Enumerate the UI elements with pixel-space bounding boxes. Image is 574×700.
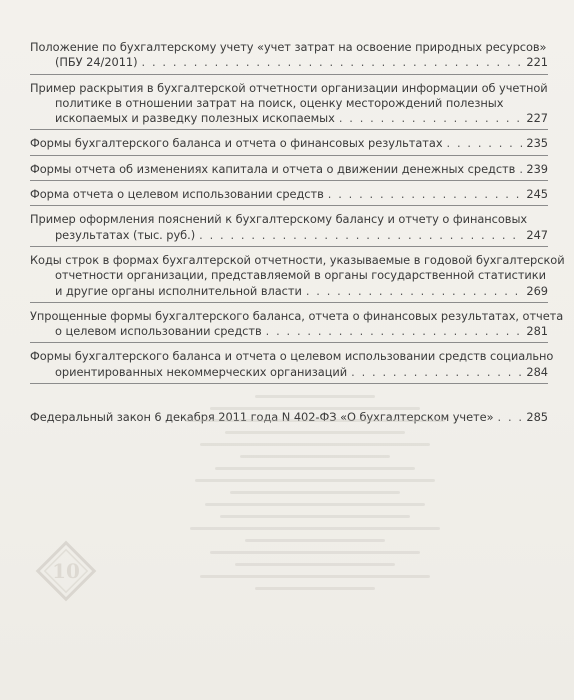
page-corner-stamp-icon bbox=[32, 537, 100, 605]
leader-dots bbox=[306, 284, 524, 299]
toc-entry[interactable] bbox=[30, 187, 548, 206]
toc-entry[interactable] bbox=[30, 136, 548, 155]
leader-dots bbox=[199, 228, 523, 243]
show-through-texture bbox=[150, 390, 480, 594]
toc-page-number: 281 bbox=[526, 324, 548, 339]
toc-entry-title-end: (ПБУ 24/2011) bbox=[55, 55, 138, 70]
leader-dots bbox=[498, 410, 524, 425]
toc-entry-final-line bbox=[30, 136, 548, 151]
toc-entry-title-end: ориентированных некоммерческих организаций bbox=[55, 364, 348, 379]
leader-dots bbox=[142, 55, 524, 70]
toc-entry[interactable] bbox=[30, 81, 548, 131]
toc-page-number: 247 bbox=[526, 227, 548, 242]
toc-entry-line: отчетности организации, представляемой в органы государственной статистики bbox=[55, 268, 546, 283]
table-of-contents bbox=[30, 40, 565, 434]
toc-entry-title: Формы бухгалтерского баланса и отчета о финансовых результатах bbox=[30, 136, 443, 151]
toc-entry-final-line bbox=[30, 55, 548, 70]
toc-entry[interactable] bbox=[30, 40, 548, 75]
toc-entry[interactable] bbox=[30, 162, 548, 181]
toc-page-number: 284 bbox=[526, 364, 548, 379]
toc-entry-final-line bbox=[30, 324, 548, 339]
toc-entry-line: Положение по бухгалтерскому учету «учет затрат на освоение природных ресурсов» bbox=[30, 40, 547, 54]
toc-entry[interactable] bbox=[30, 252, 565, 303]
toc-entry-title: Федеральный закон 6 декабря 2011 года N 402-ФЗ «О бухгалтерском учете» bbox=[30, 410, 494, 425]
toc-entry-line: Пример оформления пояснений к бухгалтерскому балансу и отчету о финансовых bbox=[30, 212, 528, 227]
leader-dots bbox=[266, 324, 524, 339]
toc-entry-line: Упрощенные формы бухгалтерского баланса, отчета о финансовых результатах, отчета bbox=[30, 308, 564, 323]
toc-entry-title: Форма отчета о целевом использовании средств bbox=[30, 187, 324, 202]
toc-entry-title: Формы отчета об изменениях капитала и отчета о движении денежных средств bbox=[30, 161, 516, 176]
toc-entry[interactable] bbox=[30, 308, 564, 344]
toc-page-number: 227 bbox=[526, 111, 548, 126]
toc-entry-line: Формы бухгалтерского баланса и отчета о целевом использовании средств социально bbox=[30, 349, 554, 364]
leader-dots bbox=[328, 187, 524, 202]
toc-page-number: 269 bbox=[526, 283, 548, 298]
toc-entry-line: Коды строк в формах бухгалтерской отчетности, указываемые в годовой бухгалтерской bbox=[30, 252, 565, 267]
toc-entry-final-line bbox=[30, 111, 548, 126]
toc-entry-title-end: и другие органы исполнительной власти bbox=[55, 283, 302, 298]
toc-entry[interactable] bbox=[30, 212, 548, 247]
leader-dots bbox=[339, 111, 524, 126]
leader-dots bbox=[351, 365, 523, 380]
toc-entry-line: политике в отношении затрат на поиск, оценку месторождений полезных bbox=[55, 95, 504, 110]
toc-page-number: 221 bbox=[526, 55, 548, 70]
toc-page-number: 235 bbox=[526, 136, 548, 151]
toc-entry-final-line bbox=[30, 365, 548, 380]
toc-entry[interactable] bbox=[30, 349, 554, 384]
toc-page-number: 239 bbox=[526, 161, 548, 176]
stamp-number: 10 bbox=[52, 559, 80, 583]
leader-dots bbox=[519, 162, 523, 177]
toc-entry-final-line bbox=[30, 228, 548, 243]
toc-entry-title-end: результатах (тыс. руб.) bbox=[55, 227, 196, 242]
toc-entry-final-line bbox=[30, 187, 548, 202]
toc-page-number: 285 bbox=[526, 410, 548, 425]
toc-entry-final-line bbox=[30, 284, 548, 299]
toc-entry-final-line bbox=[30, 162, 548, 177]
toc-entry-title-end: ископаемых и разведку полезных ископаемых bbox=[55, 111, 335, 126]
toc-entry-title-end: о целевом использовании средств bbox=[55, 324, 262, 339]
toc-entry-line: Пример раскрытия в бухгалтерской отчетности организации информации об учетной bbox=[30, 80, 548, 95]
leader-dots bbox=[447, 136, 524, 151]
toc-page-number: 245 bbox=[526, 187, 548, 202]
